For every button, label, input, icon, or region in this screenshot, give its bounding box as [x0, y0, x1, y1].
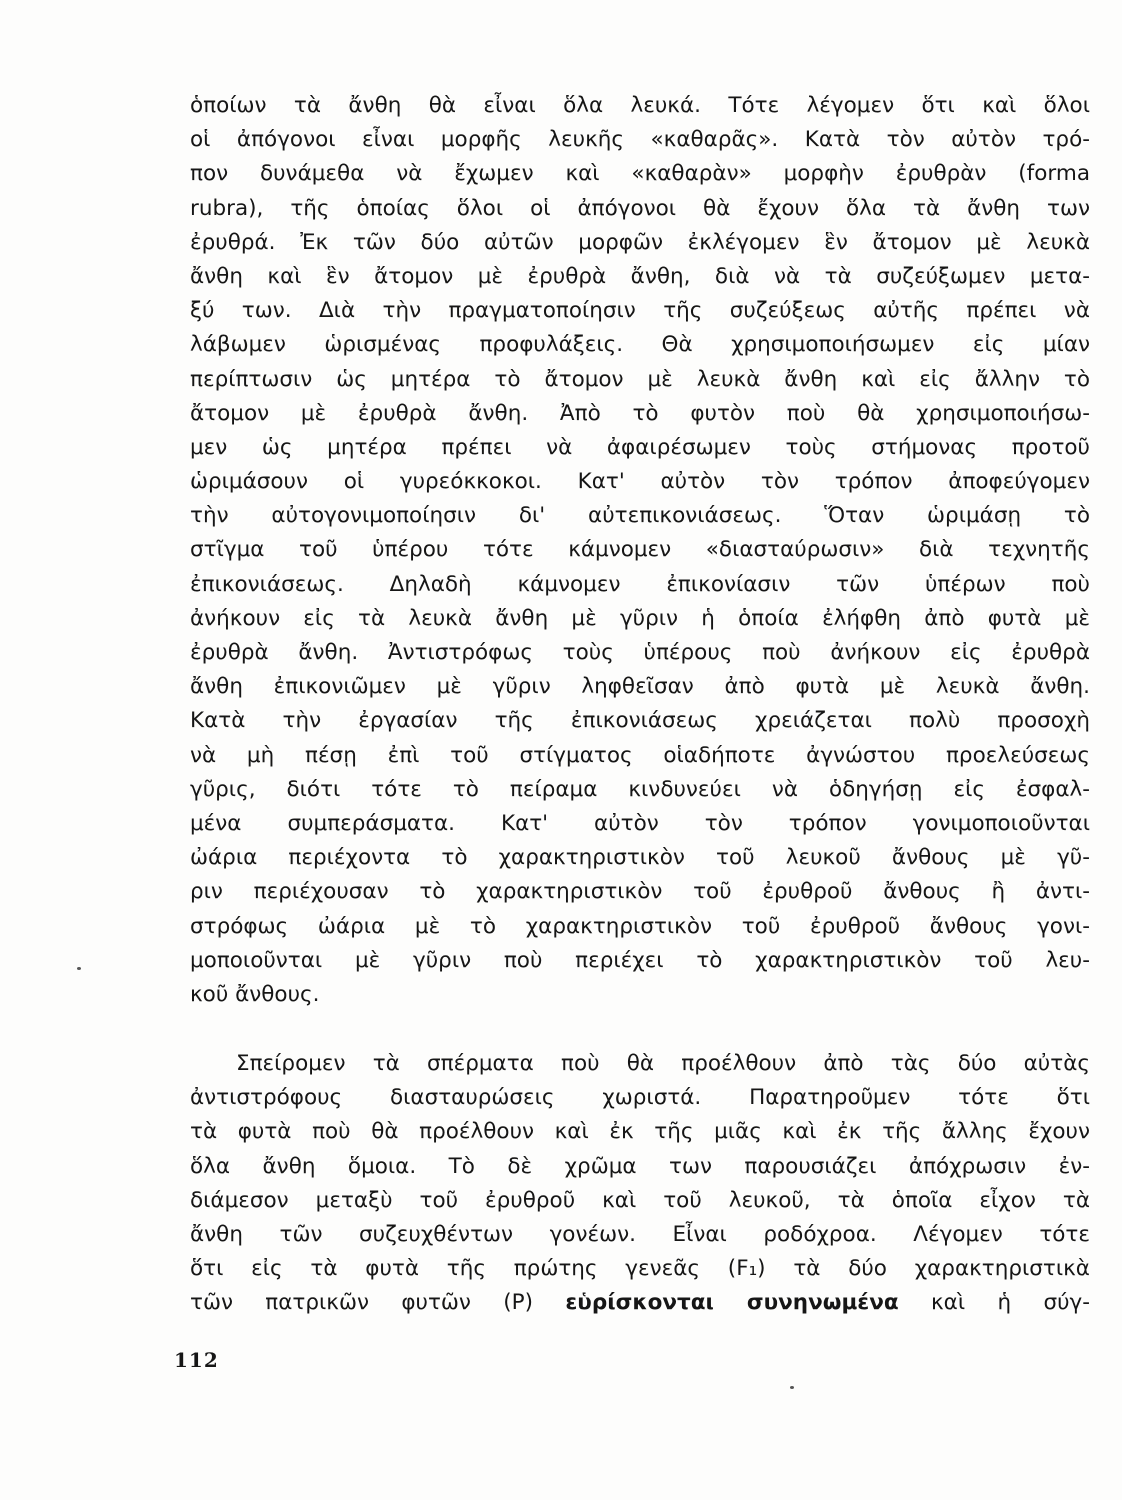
paragraph-2 [190, 1047, 1090, 1321]
text-line: ὅτι εἰς τὰ φυτὰ τῆς πρώτης γενεᾶς (F₁) τὰ δύο χαρακτηριστικὰ [190, 1256, 1090, 1282]
text-line: ὡριμάσουν οἱ γυρεόκκοκοι. Κατ' αὐτὸν τὸν τρόπον ἀποφεύγομεν [190, 469, 1090, 495]
text-line: Κατὰ τὴν ἐργασίαν τῆς ἐπικονιάσεως χρειάζεται πολὺ προσοχὴ [190, 708, 1090, 734]
text-line: στῖγμα τοῦ ὑπέρου τότε κάμνομεν «διασταύρωσιν» διὰ τεχνητῆς [190, 537, 1090, 563]
text-line: ξύ των. Διὰ τὴν πραγματοποίησιν τῆς συζεύξεως αὐτῆς πρέπει νὰ [190, 298, 1090, 324]
text-line [190, 1286, 1090, 1320]
emphasized-text: εὑρίσκονται συνηνωμένα [565, 1290, 899, 1316]
text-line: rubra), τῆς ὁποίας ὅλοι οἱ ἀπόγονοι θὰ ἔχουν ὅλα τὰ ἄνθη των [190, 195, 1090, 221]
text-line: ριν περιέχουσαν τὸ χαρακτηριστικὸν τοῦ ἐρυθροῦ ἄνθους ἢ ἀντι- [190, 879, 1090, 905]
text-line: ὁποίων τὰ ἄνθη θὰ εἶναι ὅλα λευκά. Τότε λέγομεν ὅτι καὶ ὅλοι [190, 93, 1090, 118]
text-line: πον δυνάμεθα νὰ ἔχωμεν καὶ «καθαρὰν» μορφὴν ἐρυθρὰν (forma [190, 161, 1090, 187]
text-line: στρόφως ὠάρια μὲ τὸ χαρακτηριστικὸν τοῦ ἐρυθροῦ ἄνθους γονι- [190, 913, 1090, 939]
scan-speck [77, 967, 81, 970]
text-line: ἄνθη καὶ ἓν ἄτομον μὲ ἐρυθρὰ ἄνθη, διὰ νὰ τὰ συζεύξωμεν μετα- [190, 263, 1090, 289]
text-segment: τῶν πατρικῶν φυτῶν (P) [190, 1290, 566, 1316]
text-line: τὴν αὐτογονιμοποίησιν δι' αὐτεπικονιάσεως. Ὅταν ὡριμάσῃ τὸ [190, 503, 1090, 529]
text-line: ἄτομον μὲ ἐρυθρὰ ἄνθη. Ἀπὸ τὸ φυτὸν ποὺ θὰ χρησιμοποιήσω- [190, 400, 1090, 426]
text-line: ἀνήκουν εἰς τὰ λευκὰ ἄνθη μὲ γῦριν ἡ ὁποία ἐλήφθη ἀπὸ φυτὰ μὲ [190, 605, 1090, 631]
text-line: τὰ φυτὰ ποὺ θὰ προέλθουν καὶ ἐκ τῆς μιᾶς καὶ ἐκ τῆς ἄλλης ἔχουν [190, 1119, 1090, 1145]
text-line: κοῦ ἄνθους. [190, 981, 320, 1007]
text-line: ἐπικονιάσεως. Δηλαδὴ κάμνομεν ἐπικονίασιν τῶν ὑπέρων ποὺ [190, 571, 1090, 597]
text-line: μένα συμπεράσματα. Κατ' αὐτὸν τὸν τρόπον γονιμοποιοῦνται [190, 810, 1090, 836]
text-line: ἀντιστρόφους διασταυρώσεις χωριστά. Παρατηροῦμεν τότε ὅτι [190, 1085, 1090, 1111]
text-line: περίπτωσιν ὡς μητέρα τὸ ἄτομον μὲ λευκὰ ἄνθη καὶ εἰς ἄλλην τὸ [190, 366, 1090, 392]
text-line: γῦρις, διότι τότε τὸ πείραμα κινδυνεύει νὰ ὁδηγήσῃ εἰς ἐσφαλ- [190, 776, 1090, 802]
scan-speck [790, 1386, 794, 1389]
text-line: ὠάρια περιέχοντα τὸ χαρακτηριστικὸν τοῦ λευκοῦ ἄνθους μὲ γῦ- [190, 845, 1090, 871]
text-line: ὅλα ἄνθη ὅμοια. Τὸ δὲ χρῶμα των παρουσιάζει ἀπόχρωσιν ἐν- [190, 1153, 1090, 1179]
text-line: ἐρυθρὰ ἄνθη. Ἀντιστρόφως τοὺς ὑπέρους ποὺ ἀνήκουν εἰς ἐρυθρὰ [190, 640, 1090, 665]
text-line: οἱ ἀπόγονοι εἶναι μορφῆς λευκῆς «καθαρᾶς». Κατὰ τὸν αὐτὸν τρό- [190, 127, 1090, 153]
text-line: μοποιοῦνται μὲ γῦριν ποὺ περιέχει τὸ χαρακτηριστικὸν τοῦ λευ- [190, 947, 1090, 973]
text-line: διάμεσον μεταξὺ τοῦ ἐρυθροῦ καὶ τοῦ λευκοῦ, τὰ ὁποῖα εἶχον τὰ [190, 1187, 1090, 1213]
text-line: νὰ μὴ πέσῃ ἐπὶ τοῦ στίγματος οἱαδήποτε ἀγνώστου προελεύσεως [190, 742, 1090, 768]
text-line: ἐρυθρά. Ἐκ τῶν δύο αὐτῶν μορφῶν ἐκλέγομεν ἓν ἄτομον μὲ λευκὰ [190, 229, 1090, 255]
text-line: ἄνθη ἐπικονιῶμεν μὲ γῦριν ληφθεῖσαν ἀπὸ φυτὰ μὲ λευκὰ ἄνθη. [190, 674, 1090, 700]
page-number: 112 [174, 1348, 219, 1372]
text-line: μεν ὡς μητέρα πρέπει νὰ ἀφαιρέσωμεν τοὺς στήμονας προτοῦ [190, 434, 1090, 460]
text-line: Σπείρομεν τὰ σπέρματα ποὺ θὰ προέλθουν ἀπὸ τὰς δύο αὐτὰς [236, 1051, 1090, 1076]
text-segment: καὶ ἡ σύγ- [898, 1290, 1090, 1316]
text-line: λάβωμεν ὡρισμένας προφυλάξεις. Θὰ χρησιμοποιήσωμεν εἰς μίαν [190, 332, 1090, 358]
text-line: ἄνθη τῶν συζευχθέντων γονέων. Εἶναι ροδόχροα. Λέγομεν τότε [190, 1221, 1090, 1247]
paragraph-1 [190, 89, 1090, 1012]
